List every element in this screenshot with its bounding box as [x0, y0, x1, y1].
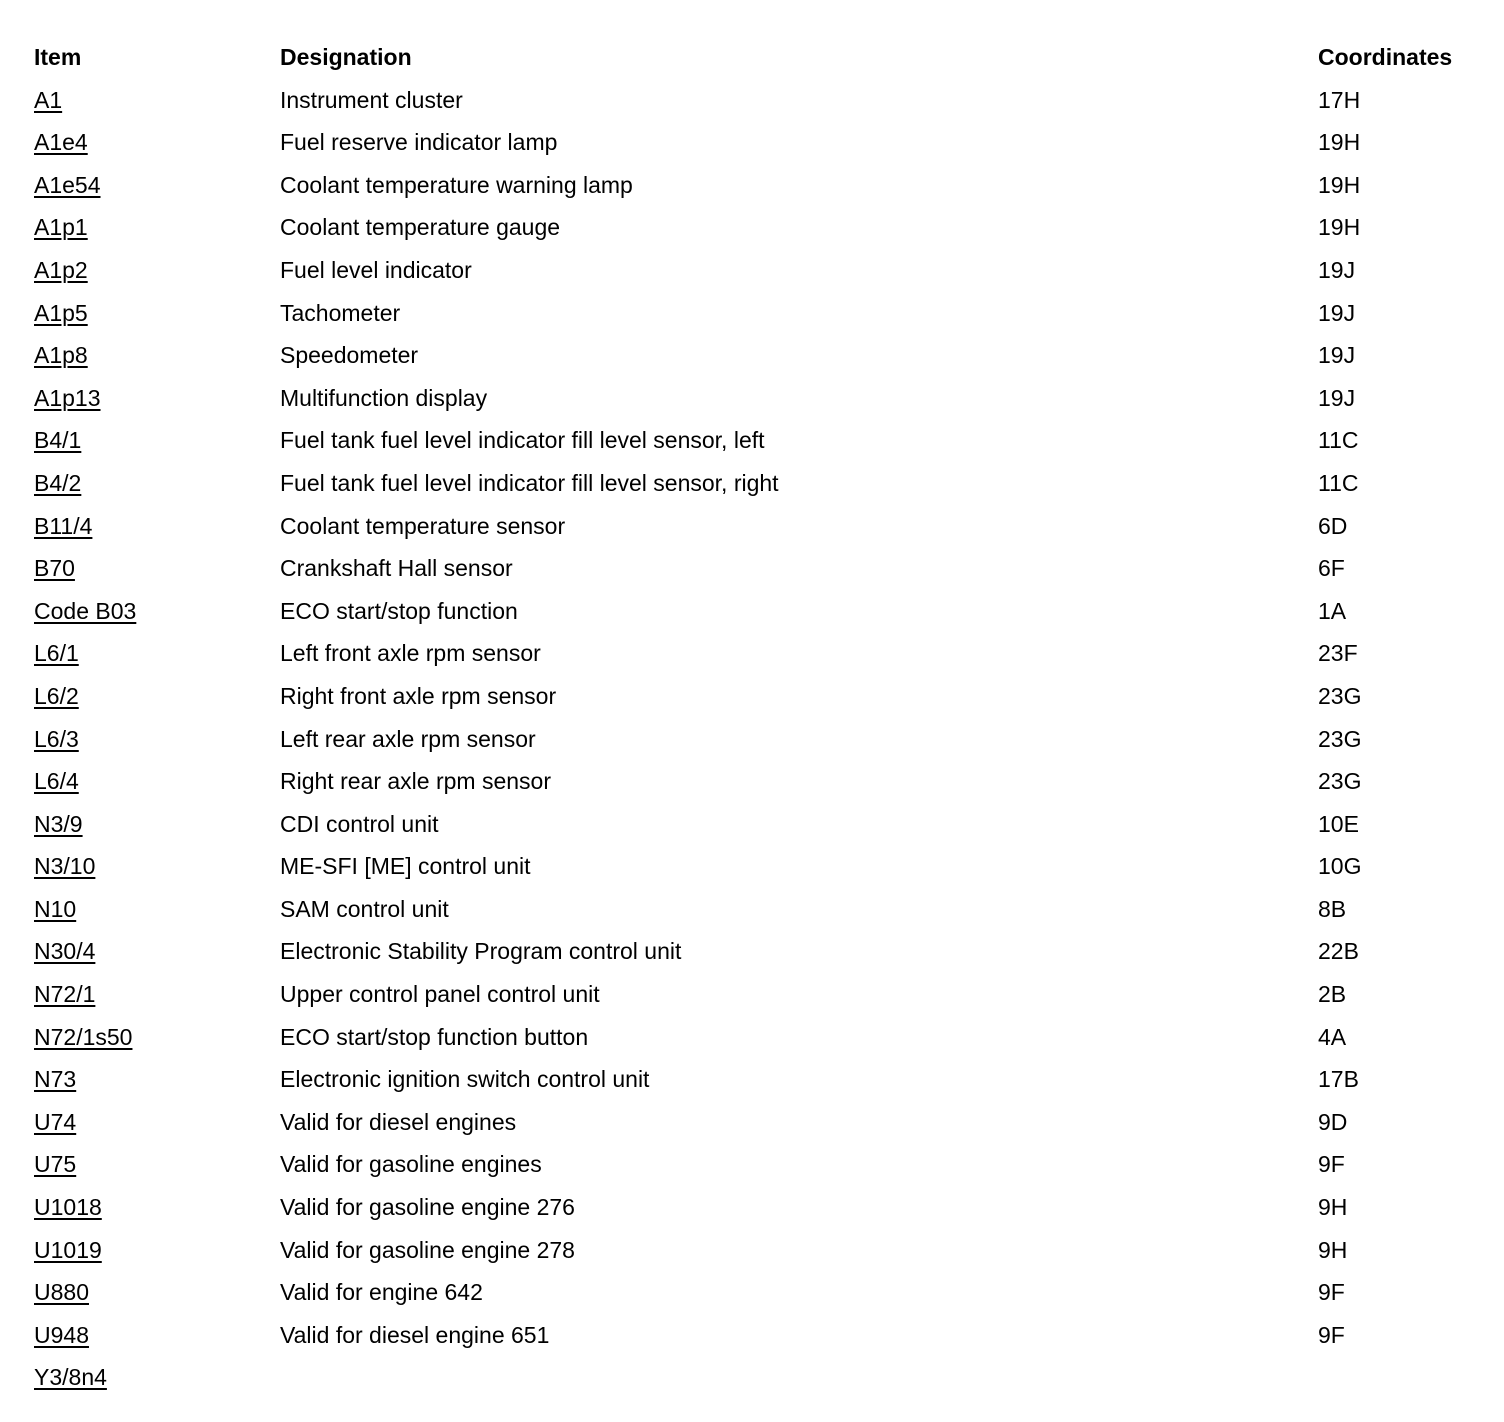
item-link[interactable]: N3/9: [34, 810, 83, 837]
designation-cell: Coolant temperature sensor: [280, 512, 566, 539]
designation-cell: Fuel level indicator: [280, 256, 472, 283]
designation-cell: Left rear axle rpm sensor: [280, 725, 536, 752]
designation-cell: Electronic ignition switch control unit: [280, 1066, 650, 1093]
coordinates-cell: 10E: [1318, 810, 1359, 837]
table-row: [34, 1016, 1484, 1059]
designation-cell: Fuel reserve indicator lamp: [280, 129, 558, 156]
component-table: [34, 36, 1484, 1399]
coordinates-cell: 19H: [1318, 171, 1361, 198]
item-link[interactable]: U1018: [34, 1194, 102, 1221]
item-link[interactable]: L6/4: [34, 768, 79, 795]
designation-cell: Upper control panel control unit: [280, 981, 600, 1008]
header-item: Item: [34, 44, 82, 70]
designation-cell: CDI control unit: [280, 810, 439, 837]
designation-cell: SAM control unit: [280, 895, 449, 922]
item-link[interactable]: U880: [34, 1279, 89, 1306]
coordinates-cell: 2B: [1318, 981, 1347, 1008]
designation-cell: Electronic Stability Program control unit: [280, 938, 682, 965]
table-row: [34, 334, 1484, 377]
designation-cell: Coolant temperature warning lamp: [280, 171, 633, 198]
coordinates-cell: 6D: [1318, 512, 1348, 539]
coordinates-cell: 11C: [1318, 427, 1359, 454]
table-row: [34, 164, 1484, 207]
header-coordinates: Coordinates: [1318, 44, 1453, 70]
table-row: [34, 1271, 1484, 1314]
table-row: [34, 1143, 1484, 1186]
designation-cell: Fuel tank fuel level indicator fill level sensor, right: [280, 469, 779, 496]
table-row: [34, 1356, 1484, 1399]
item-link[interactable]: U75: [34, 1151, 77, 1178]
coordinates-cell: 19H: [1318, 214, 1361, 241]
coordinates-cell: 23G: [1318, 682, 1362, 709]
table-row: [34, 1186, 1484, 1229]
table-body: [34, 79, 1484, 1399]
coordinates-cell: 19J: [1318, 256, 1356, 283]
coordinates-cell: 19J: [1318, 299, 1356, 326]
coordinates-cell: 9H: [1318, 1236, 1348, 1263]
item-link[interactable]: U74: [34, 1108, 77, 1135]
table-row: [34, 973, 1484, 1016]
item-link[interactable]: U948: [34, 1321, 89, 1348]
coordinates-cell: 17B: [1318, 1066, 1359, 1093]
table-row: [34, 1229, 1484, 1272]
item-link[interactable]: A1p8: [34, 342, 88, 369]
designation-cell: Right rear axle rpm sensor: [280, 768, 551, 795]
table-row: [34, 1101, 1484, 1144]
table-row: [34, 249, 1484, 292]
item-link[interactable]: A1p13: [34, 384, 101, 411]
coordinates-cell: 17H: [1318, 86, 1361, 113]
item-link[interactable]: Code B03: [34, 597, 137, 624]
item-link[interactable]: N10: [34, 895, 77, 922]
item-link[interactable]: A1p1: [34, 214, 88, 241]
table-row: [34, 803, 1484, 846]
item-link[interactable]: A1e4: [34, 129, 88, 156]
coordinates-cell: 19J: [1318, 384, 1356, 411]
item-link[interactable]: L6/1: [34, 640, 79, 667]
item-link[interactable]: N72/1s50: [34, 1023, 133, 1050]
coordinates-cell: 4A: [1318, 1023, 1347, 1050]
item-link[interactable]: A1: [34, 86, 63, 113]
designation-cell: Valid for engine 642: [280, 1279, 483, 1306]
item-link[interactable]: Y3/8n4: [34, 1364, 107, 1391]
table-header: [34, 36, 1484, 79]
coordinates-cell: 11C: [1318, 469, 1359, 496]
table-row: [34, 845, 1484, 888]
item-link[interactable]: B4/2: [34, 469, 82, 496]
table-row: [34, 419, 1484, 462]
item-link[interactable]: B70: [34, 555, 75, 582]
designation-cell: Fuel tank fuel level indicator fill level sensor, left: [280, 427, 765, 454]
item-link[interactable]: B11/4: [34, 512, 93, 539]
designation-cell: ECO start/stop function button: [280, 1023, 589, 1050]
item-link[interactable]: B4/1: [34, 427, 82, 454]
item-link[interactable]: N3/10: [34, 853, 96, 880]
table-row: [34, 121, 1484, 164]
coordinates-cell: 6F: [1318, 555, 1345, 582]
item-link[interactable]: L6/2: [34, 682, 79, 709]
table-row: [34, 292, 1484, 335]
table-row: [34, 760, 1484, 803]
table-row: [34, 632, 1484, 675]
designation-cell: Valid for gasoline engines: [280, 1151, 542, 1178]
coordinates-cell: 19H: [1318, 129, 1361, 156]
table-row: [34, 1314, 1484, 1357]
designation-cell: Tachometer: [280, 299, 401, 326]
designation-cell: Valid for gasoline engine 276: [280, 1194, 575, 1221]
designation-cell: Speedometer: [280, 342, 419, 369]
item-link[interactable]: U1019: [34, 1236, 102, 1263]
designation-cell: Multifunction display: [280, 384, 488, 411]
item-link[interactable]: A1p5: [34, 299, 88, 326]
designation-cell: Crankshaft Hall sensor: [280, 555, 513, 582]
coordinates-cell: 22B: [1318, 938, 1359, 965]
coordinates-cell: 9D: [1318, 1108, 1348, 1135]
designation-cell: ME-SFI [ME] control unit: [280, 853, 531, 880]
table-row: [34, 718, 1484, 761]
header-designation: Designation: [280, 44, 412, 70]
table-row: [34, 505, 1484, 548]
item-link[interactable]: A1e54: [34, 171, 101, 198]
table-row: [34, 675, 1484, 718]
coordinates-cell: 9F: [1318, 1279, 1345, 1306]
designation-cell: Valid for gasoline engine 278: [280, 1236, 575, 1263]
designation-cell: Instrument cluster: [280, 86, 463, 113]
table-row: [34, 79, 1484, 122]
table-row: [34, 590, 1484, 633]
coordinates-cell: 8B: [1318, 895, 1347, 922]
coordinates-cell: 9H: [1318, 1194, 1348, 1221]
table-row: [34, 930, 1484, 973]
table-row: [34, 377, 1484, 420]
item-link[interactable]: N72/1: [34, 981, 96, 1008]
table-row: [34, 547, 1484, 590]
coordinates-cell: 23G: [1318, 725, 1362, 752]
item-link[interactable]: A1p2: [34, 256, 88, 283]
designation-cell: Right front axle rpm sensor: [280, 682, 557, 709]
coordinates-cell: 23G: [1318, 768, 1362, 795]
coordinates-cell: 23F: [1318, 640, 1358, 667]
designation-cell: Coolant temperature gauge: [280, 214, 561, 241]
coordinates-cell: 1A: [1318, 597, 1347, 624]
coordinates-cell: 10G: [1318, 853, 1362, 880]
coordinates-cell: 19J: [1318, 342, 1356, 369]
table-row: [34, 206, 1484, 249]
designation-cell: Left front axle rpm sensor: [280, 640, 541, 667]
item-link[interactable]: N73: [34, 1066, 77, 1093]
table-row: [34, 462, 1484, 505]
designation-cell: ECO start/stop function: [280, 597, 518, 624]
item-link[interactable]: L6/3: [34, 725, 79, 752]
table-row: [34, 888, 1484, 931]
coordinates-cell: 9F: [1318, 1321, 1345, 1348]
designation-cell: Valid for diesel engine 651: [280, 1321, 550, 1348]
coordinates-cell: 9F: [1318, 1151, 1345, 1178]
item-link[interactable]: N30/4: [34, 938, 96, 965]
designation-cell: Valid for diesel engines: [280, 1108, 517, 1135]
table-row: [34, 1058, 1484, 1101]
